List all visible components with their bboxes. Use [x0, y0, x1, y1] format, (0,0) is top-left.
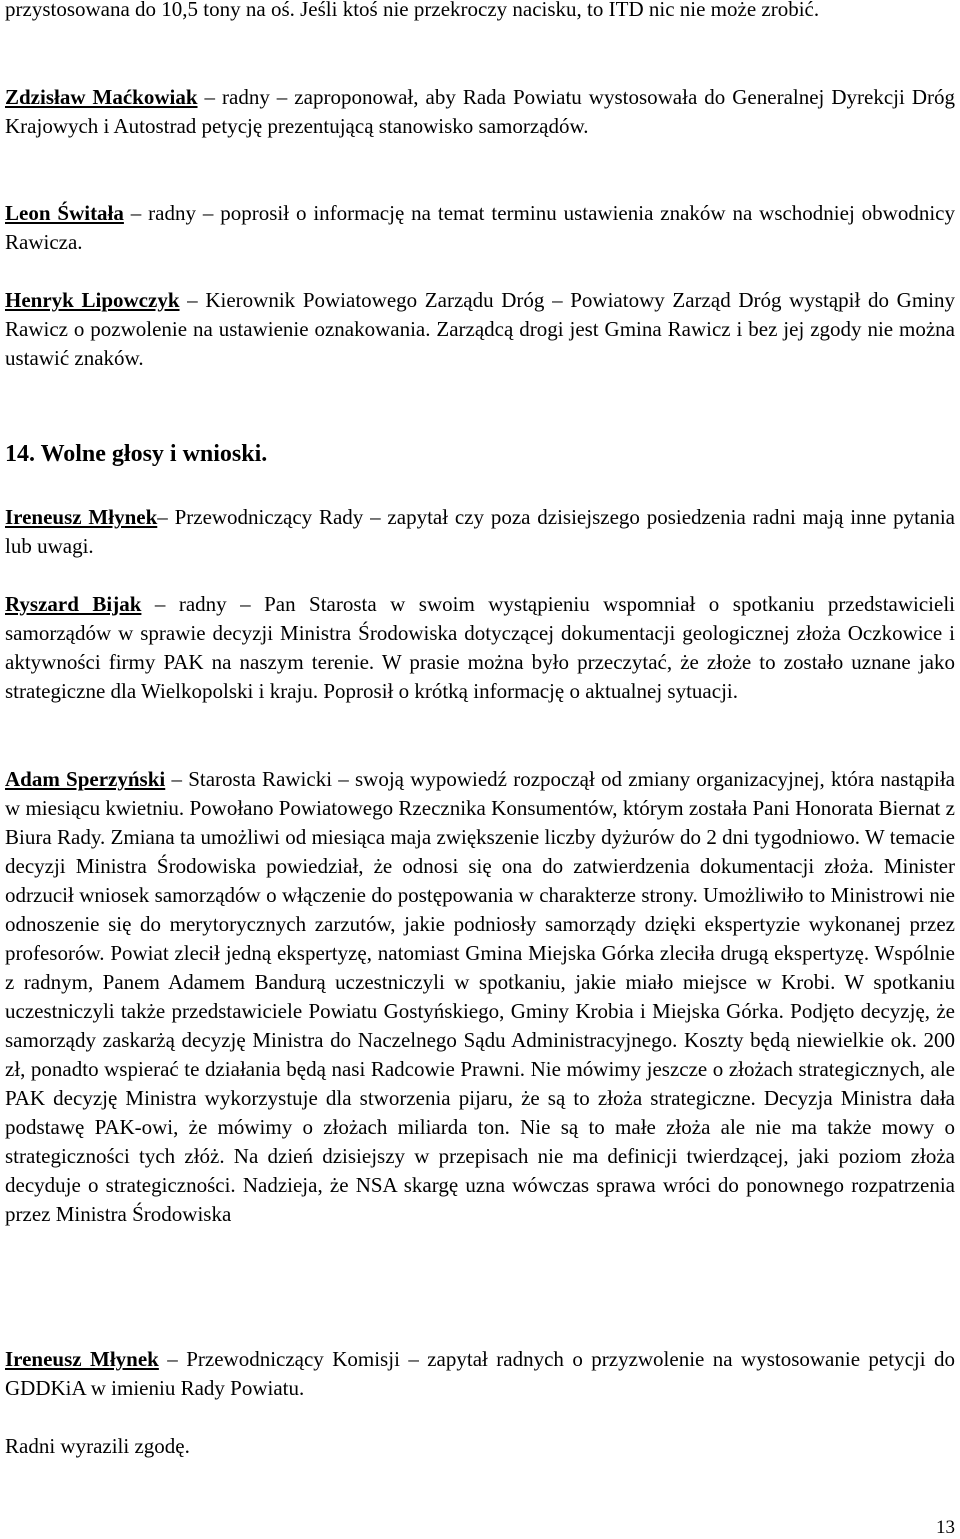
- statement-text: – Przewodniczący Komisji – zapytał radnych o przyzwolenie na wystosowanie petycji do GDDKiA w imieniu Rady Powiatu.: [5, 1347, 955, 1400]
- statement-paragraph: [5, 286, 955, 373]
- statement-paragraph: [5, 765, 955, 1229]
- statement-paragraph: [5, 199, 955, 257]
- speaker-name: Ryszard Bijak: [5, 592, 142, 616]
- paragraph-text: przystosowana do 10,5 tony na oś. Jeśli ktoś nie przekroczy nacisku, to ITD nic nie może zrobić.: [5, 0, 820, 21]
- speaker-name: Zdzisław Maćkowiak: [5, 85, 198, 109]
- speaker-name: Adam Sperzyński: [5, 767, 166, 791]
- paragraph-text: Radni wyrazili zgodę.: [5, 1434, 190, 1458]
- statement-paragraph: [5, 83, 955, 141]
- statement-text: – radny – Pan Starosta w swoim wystąpieniu wspomniał o spotkaniu przedstawicieli samorządów w sprawie decyzji Ministra Środowiska dotyczącej dokumentacji geologicznej złoża Oczkowice i aktywności firmy PAK na naszym terenie. W prasie można było przeczytać, że złoże to zostało uznane jako strategiczne dla Wielkopolski i kraju. Poprosił o krótką informację o aktualnej sytuacji.: [5, 592, 956, 703]
- speaker-name: Ireneusz Młynek: [5, 1347, 159, 1371]
- document-page: [5, 0, 955, 1537]
- statement-text: – radny – zaproponował, aby Rada Powiatu wystosowała do Generalnej Dyrekcji Dróg Krajowych i Autostrad petycję prezentującą stanowisko samorządów.: [5, 85, 955, 138]
- statement-paragraph: [5, 590, 955, 706]
- speaker-name: Henryk Lipowczyk: [5, 288, 180, 312]
- statement-text: – Starosta Rawicki – swoją wypowiedź rozpoczął od zmiany organizacyjnej, która nastąpiła w miesiącu kwietniu. Powołano Powiatowego Rzecznika Konsumentów, którym została Pani Honorata Biernat z Biura Rady. Zmiana ta umożliwi od miesiąca maja zwiększenie liczby dyżurów do 2 dni tygodniowo. W temacie decyzji Ministra Środowiska powiedział, że odnosi się ona do zatwierdzenia dokumentacji złoża. Minister odrzucił wniosek samorządów o włączenie do postępowania w charakterze strony. Umożliwiło to Ministrowi nie odnoszenie się do merytorycznych zarzutów, jakie podniosły samorządy dzięki ekspertyzie wykonanej przez profesorów. Powiat zlecił jedną ekspertyzę, natomiast Gmina Miejska Górka zleciła drugą ekspertyzę. Wspólnie z radnym, Panem Adamem Bandurą uczestniczyli w spotkaniu, jakie miało miejsce w Krobi. W spotkaniu uczestniczyli także przedstawiciele Powiatu Gostyńskiego, Gminy Krobia i Miejska Górka. Podjęto decyzję, że samorządy zaskarżą decyzję Ministra do Naczelnego Sądu Administracyjnego. Koszty będą niewielkie ok. 200 zł, ponadto wspierać te działania będą nasi Radcowie Prawni. Nie mówimy jeszcze o złożach strategicznych, ale PAK decyzję Ministra wykorzystuje dla stworzenia pijaru, że są to złoża strategiczne. Decyzja Ministra dała podstawę PAK-owi, że mówimy o złożach miliarda ton. Nie są to małe złoża ale nie ma także mowy o strategiczności tych złóż. Na dzień dzisiejszy w przepisach nie ma definicji twierdzącej, jaki poziom złoża decyduje o strategiczności. Nadzieja, że NSA skargę uzna wówczas sprawa wróci do ponownego rozpatrzenia przez Ministra Środowiska: [5, 767, 955, 1226]
- statement-paragraph: [5, 503, 955, 561]
- continuation-paragraph: [5, 0, 955, 24]
- statement-text: – Przewodniczący Rady – zapytał czy poza dzisiejszego posiedzenia radni mają inne pytania lub uwagi.: [5, 505, 955, 558]
- speaker-name: Ireneusz Młynek: [5, 505, 158, 529]
- statement-text: – radny – poprosił o informację na temat terminu ustawienia znaków na wschodniej obwodnicy Rawicza.: [5, 201, 955, 254]
- statement-text: – Kierownik Powiatowego Zarządu Dróg – Powiatowy Zarząd Dróg wystąpił do Gminy Rawicz o pozwolenie na ustawienie oznakowania. Zarządcą drogi jest Gmina Rawicz i bez jej zgody nie można ustawić znaków.: [5, 288, 956, 370]
- section-heading: 14. Wolne głosy i wnioski.: [5, 441, 268, 467]
- closing-paragraph: [5, 1432, 955, 1461]
- page-number: 13: [936, 1517, 955, 1538]
- speaker-name: Leon Świtała: [5, 201, 124, 225]
- statement-paragraph: [5, 1345, 955, 1403]
